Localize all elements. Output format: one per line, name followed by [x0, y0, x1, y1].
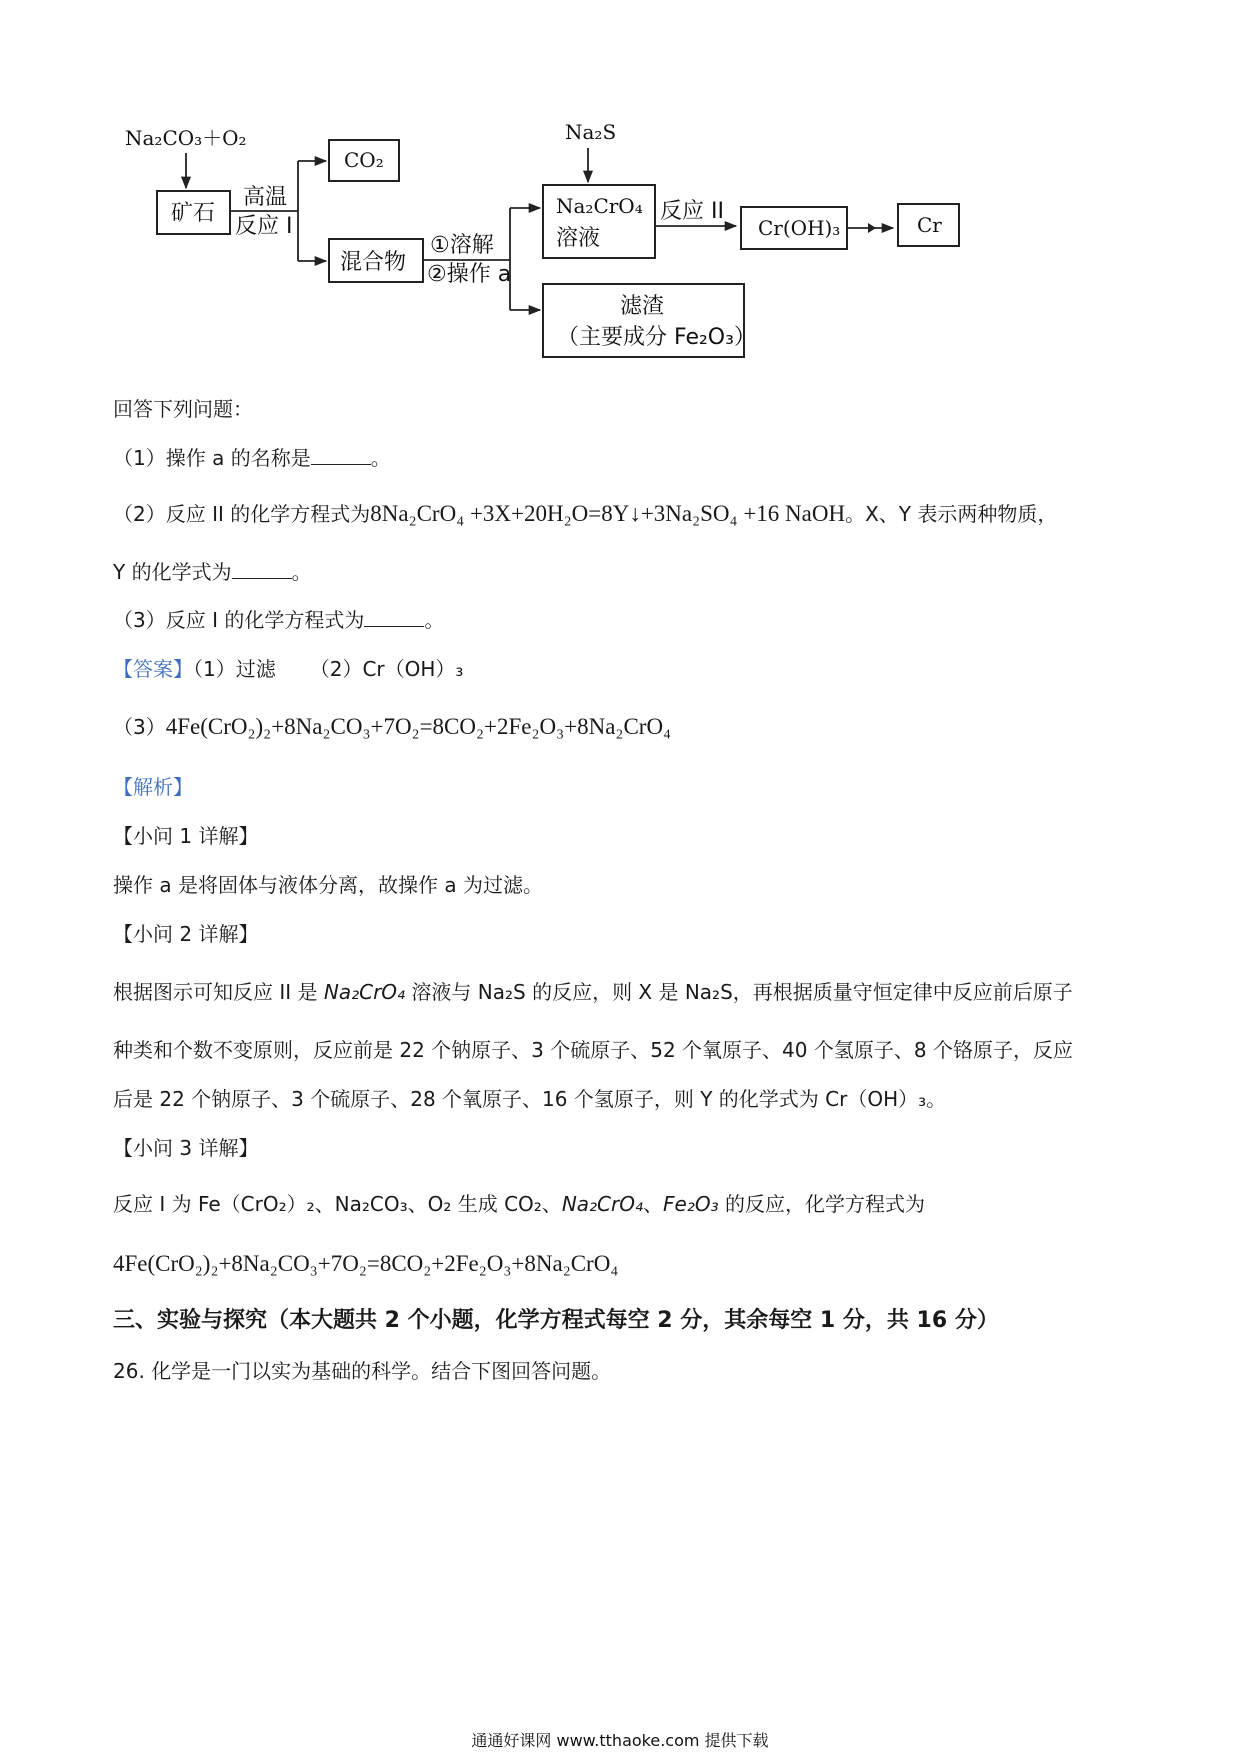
reaction1-condition: 高温 [243, 185, 288, 210]
answer-1: （1）过滤 [193, 657, 276, 681]
sub2-b: 溶液与 Na₂S 的反应，则 X 是 Na₂S，再根据质量守恒定律中反应前后原子 [405, 980, 1073, 1004]
subquestion-2-heading: 【小问 2 详解】 [113, 922, 259, 946]
ore-label: 矿石 [171, 201, 216, 226]
subquestion-2-line2: 种类和个数不变原则，反应前是 22 个钠原子、3 个硫原子、52 个氧原子、40 个氢原子、8 个铬原子，反应 [113, 1038, 1073, 1062]
sub3-sep: 、 [643, 1192, 663, 1216]
answer-2: （2）Cr（OH）₃ [309, 657, 464, 681]
sub3-a: 反应 I 为 Fe（CrO₂）₂、Na₂CO₃、O₂ 生成 CO₂、 [113, 1192, 562, 1216]
step-dissolve: ①溶解 [430, 233, 494, 258]
residue-composition: （主要成分 Fe₂O₃） [557, 325, 756, 350]
cr-label: Cr [917, 213, 942, 237]
subquestion-2-line1 [113, 978, 1073, 1006]
process-flowchart [0, 0, 1240, 380]
reaction1-equation: 4Fe(CrO₂)₂+8Na₂CO₃+7O₂=8CO₂+2Fe₂O₃+8Na₂CrO₄ [113, 1251, 619, 1276]
answer-3 [113, 713, 671, 741]
subquestion-3-line1 [113, 1190, 925, 1218]
subquestion-1-text: 操作 a 是将固体与液体分离，故操作 a 为过滤。 [113, 873, 543, 897]
residue-label: 滤渣 [620, 294, 665, 319]
reaction2-label: 反应 II [660, 199, 724, 224]
na2s-label: Na₂S [565, 120, 617, 144]
answer-tag: 【答案】 [113, 657, 193, 681]
q1-text: （1）操作 a 的名称是 [113, 446, 311, 470]
subquestion-3-heading: 【小问 3 详解】 [113, 1136, 259, 1160]
q3-text: （3）反应 I 的化学方程式为 [113, 608, 365, 632]
step-operation-a: ②操作 a [427, 262, 512, 287]
mixture-label: 混合物 [340, 250, 407, 275]
answer-line [113, 655, 463, 683]
input-reagents-label: Na₂CO₃＋O₂ [125, 126, 247, 150]
q2-text: （2）反应 II 的化学方程式为 [113, 502, 371, 526]
sub3-formula-1: Na₂CrO₄ [561, 1192, 643, 1216]
q1-blank [311, 448, 371, 465]
question-2-cont [113, 558, 312, 586]
question-26: 26. 化学是一门以实为基础的科学。结合下图回答问题。 [113, 1359, 612, 1383]
q2-equation: 8Na₂CrO₄ +3X+20H₂O=8Y↓+3Na₂SO₄ +16 NaOH [370, 501, 846, 526]
intro-line: 回答下列问题： [113, 397, 253, 421]
na2cro4-label: Na₂CrO₄ [556, 194, 643, 218]
q2b-blank [232, 562, 292, 579]
answer-3-equation: 4Fe(CrO₂)₂+8Na₂CO₃+7O₂=8CO₂+2Fe₂O₃+8Na₂CrO₄ [165, 714, 672, 739]
croh3-label: Cr(OH)₃ [758, 216, 841, 240]
q2b-text: Y 的化学式为 [113, 560, 232, 584]
question-1 [113, 444, 391, 472]
question-3 [113, 606, 444, 634]
q2-text-end: 。X、Y 表示两种物质， [845, 502, 1058, 526]
analysis-tag: 【解析】 [113, 775, 193, 799]
reaction1-label: 反应 I [235, 214, 293, 239]
double-arrow-head [868, 223, 876, 233]
q1-end: 。 [370, 446, 391, 470]
q3-end: 。 [424, 608, 445, 632]
sub3-b: 的反应，化学方程式为 [718, 1192, 925, 1216]
subquestion-3-equation [113, 1250, 618, 1278]
section-3-heading: 三、实验与探究（本大题共 2 个小题，化学方程式每空 2 分，其余每空 1 分，共 16 分） [113, 1308, 999, 1333]
answer-3-prefix: （3） [113, 715, 166, 739]
sub3-formula-2: Fe₂O₃ [663, 1192, 719, 1216]
sub2-a: 根据图示可知反应 II 是 [113, 980, 324, 1004]
subquestion-2-line3: 后是 22 个钠原子、3 个硫原子、28 个氧原子、16 个氢原子，则 Y 的化学式为 Cr（OH）₃。 [113, 1087, 947, 1111]
question-2 [113, 500, 1057, 528]
solution-label: 溶液 [556, 226, 601, 251]
q2b-end: 。 [291, 560, 312, 584]
page-footer: 通通好课网 www.tthaoke.com 提供下载 [471, 1731, 769, 1750]
co2-label: CO₂ [344, 148, 384, 172]
sub2-formula: Na₂CrO₄ [323, 980, 406, 1004]
subquestion-1-heading: 【小问 1 详解】 [113, 824, 259, 848]
q3-blank [364, 610, 424, 627]
